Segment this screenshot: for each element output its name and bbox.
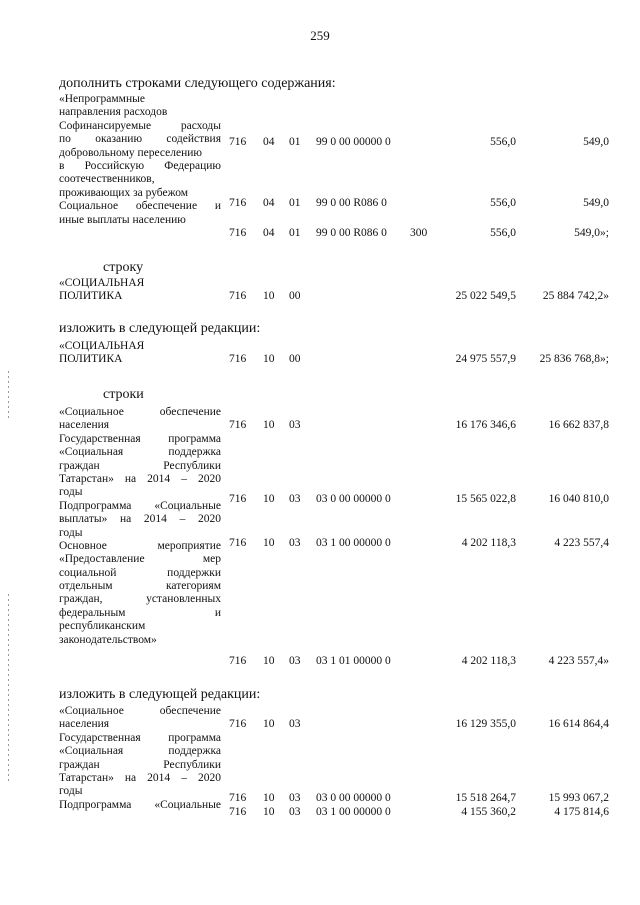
code-pr: 03 (289, 718, 301, 730)
code-pr: 01 (289, 136, 301, 148)
amount-2019: 16 176 346,6 (455, 419, 516, 431)
text-line: Софинансируемые расходы (59, 119, 221, 132)
code-cs: 03 0 00 00000 0 (316, 493, 391, 505)
text-line: граждан Республики (59, 459, 221, 472)
text-line: «Социальное обеспечение (59, 406, 221, 418)
text-line: «Социальная поддержка (59, 446, 221, 459)
page-number: 259 (310, 28, 330, 43)
text-line: населения (59, 419, 110, 432)
code-gr: 716 (229, 806, 247, 818)
code-pr: 01 (289, 227, 301, 239)
amount-2019: 4 202 118,3 (461, 537, 516, 549)
text-line: граждан, установленных (59, 593, 221, 606)
code-rz: 10 (263, 419, 275, 431)
text-block-2 (59, 277, 221, 304)
code-pr: 03 (289, 419, 301, 431)
text-line: социальной поддержки (59, 566, 221, 579)
code-rz: 10 (263, 493, 275, 505)
text-line: граждан Республики (59, 758, 221, 771)
text-line: Государственная программа (59, 731, 221, 744)
code-rz: 10 (263, 792, 275, 804)
text-line: «СОЦИАЛЬНАЯ (59, 340, 145, 352)
code-gr: 716 (229, 718, 247, 730)
code-cs: 99 0 00 R086 0 (316, 197, 387, 209)
text-line: «СОЦИАЛЬНАЯ (59, 277, 145, 289)
text-line: добровольному переселению (59, 146, 202, 159)
text-block-1 (59, 93, 221, 227)
code-pr: 03 (289, 655, 301, 667)
text-line: Подпрограмма «Социальные (59, 499, 221, 512)
code-gr: 716 (229, 136, 247, 148)
text-line: в Российскую Федерацию (59, 159, 221, 172)
scan-margin-mark (8, 594, 9, 784)
code-gr: 716 (229, 227, 247, 239)
code-pr: 00 (289, 290, 301, 302)
text-line: проживающих за рубежом (59, 186, 189, 199)
code-pr: 03 (289, 537, 301, 549)
amount-2019: 15 565 022,8 (455, 493, 516, 505)
code-gr: 716 (229, 290, 247, 302)
code-rz: 10 (263, 718, 275, 730)
text-block-3 (59, 340, 221, 367)
amount-2020: 4 223 557,4» (548, 655, 609, 667)
text-line: Социальное обеспечение и (59, 200, 221, 213)
code-gr: 716 (229, 353, 247, 365)
amount-2019: 16 129 355,0 (455, 718, 516, 730)
code-rz: 10 (263, 806, 275, 818)
amount-2019: 4 202 118,3 (461, 655, 516, 667)
code-cs: 03 0 00 00000 0 (316, 792, 391, 804)
text-line: «Предоставление мер (59, 553, 221, 566)
code-vr: 300 (410, 227, 428, 239)
code-gr: 716 (229, 493, 247, 505)
text-line: законодательством» (59, 633, 157, 646)
text-line: ПОЛИТИКА (59, 353, 123, 366)
text-line: Татарстан» на 2014 – 2020 (59, 771, 221, 784)
amount-2019: 4 155 360,2 (461, 806, 516, 818)
amount-2020: 16 614 864,4 (548, 718, 609, 730)
amount-2020: 4 223 557,4 (554, 537, 609, 549)
code-rz: 10 (263, 290, 275, 302)
text-line: отдельным категориям (59, 580, 221, 593)
amount-2020: 25 884 742,2» (542, 290, 609, 302)
amount-2020: 549,0 (583, 197, 609, 209)
text-line: Государственная программа (59, 432, 221, 445)
text-line: республиканским (59, 620, 146, 633)
heading-new-edition: изложить в следующей редакции: (59, 321, 261, 336)
code-pr: 03 (289, 493, 301, 505)
text-line: «Непрограммные (59, 93, 145, 105)
text-line: «Социальное обеспечение (59, 705, 221, 717)
amount-2020: 549,0»; (574, 227, 609, 239)
code-pr: 01 (289, 197, 301, 209)
code-gr: 716 (229, 419, 247, 431)
amount-2019: 556,0 (490, 197, 516, 209)
text-line: федеральным и (59, 606, 221, 619)
heading-rows: строки (103, 387, 144, 402)
code-rz: 10 (263, 537, 275, 549)
code-gr: 716 (229, 197, 247, 209)
code-cs: 99 0 00 R086 0 (316, 227, 387, 239)
code-pr: 03 (289, 792, 301, 804)
text-line: годы (59, 526, 83, 539)
amount-2020: 16 662 837,8 (548, 419, 609, 431)
text-line: годы (59, 486, 83, 499)
amount-2019: 25 022 549,5 (455, 290, 516, 302)
text-line: выплаты» на 2014 – 2020 (59, 513, 221, 526)
amount-2020: 15 993 067,2 (548, 792, 609, 804)
amount-2019: 556,0 (490, 227, 516, 239)
code-cs: 99 0 00 00000 0 (316, 136, 391, 148)
code-rz: 10 (263, 353, 275, 365)
code-gr: 716 (229, 537, 247, 549)
code-pr: 00 (289, 353, 301, 365)
text-line: ПОЛИТИКА (59, 290, 123, 303)
code-gr: 716 (229, 792, 247, 804)
text-line: Основное мероприятие (59, 539, 221, 552)
heading-row: строку (103, 260, 144, 275)
text-line: населения (59, 718, 110, 731)
text-block-4 (59, 406, 221, 647)
code-rz: 04 (263, 197, 275, 209)
amount-2019: 24 975 557,9 (455, 353, 516, 365)
heading-new-edition-2: изложить в следующей редакции: (59, 687, 261, 702)
code-rz: 10 (263, 655, 275, 667)
text-line: соотечественников, (59, 173, 155, 186)
amount-2019: 15 518 264,7 (455, 792, 516, 804)
code-rz: 04 (263, 227, 275, 239)
heading-add-rows: дополнить строками следующего содержания: (59, 76, 336, 91)
text-block-5 (59, 705, 221, 812)
text-line: годы (59, 785, 83, 798)
text-line: «Социальная поддержка (59, 745, 221, 758)
text-line: Татарстан» на 2014 – 2020 (59, 472, 221, 485)
amount-2020: 25 836 768,8»; (539, 353, 609, 365)
amount-2020: 549,0 (583, 136, 609, 148)
code-cs: 03 1 01 00000 0 (316, 655, 391, 667)
code-rz: 04 (263, 136, 275, 148)
amount-2019: 556,0 (490, 136, 516, 148)
text-line: Подпрограмма «Социальные (59, 798, 221, 811)
amount-2020: 4 175 814,6 (554, 806, 609, 818)
text-line: иные выплаты населению (59, 213, 186, 226)
code-gr: 716 (229, 655, 247, 667)
amount-2020: 16 040 810,0 (548, 493, 609, 505)
code-pr: 03 (289, 806, 301, 818)
text-line: направления расходов (59, 106, 168, 119)
text-line: по оказанию содействия (59, 133, 221, 146)
code-cs: 03 1 00 00000 0 (316, 806, 391, 818)
code-cs: 03 1 00 00000 0 (316, 537, 391, 549)
scan-margin-mark (8, 371, 9, 419)
